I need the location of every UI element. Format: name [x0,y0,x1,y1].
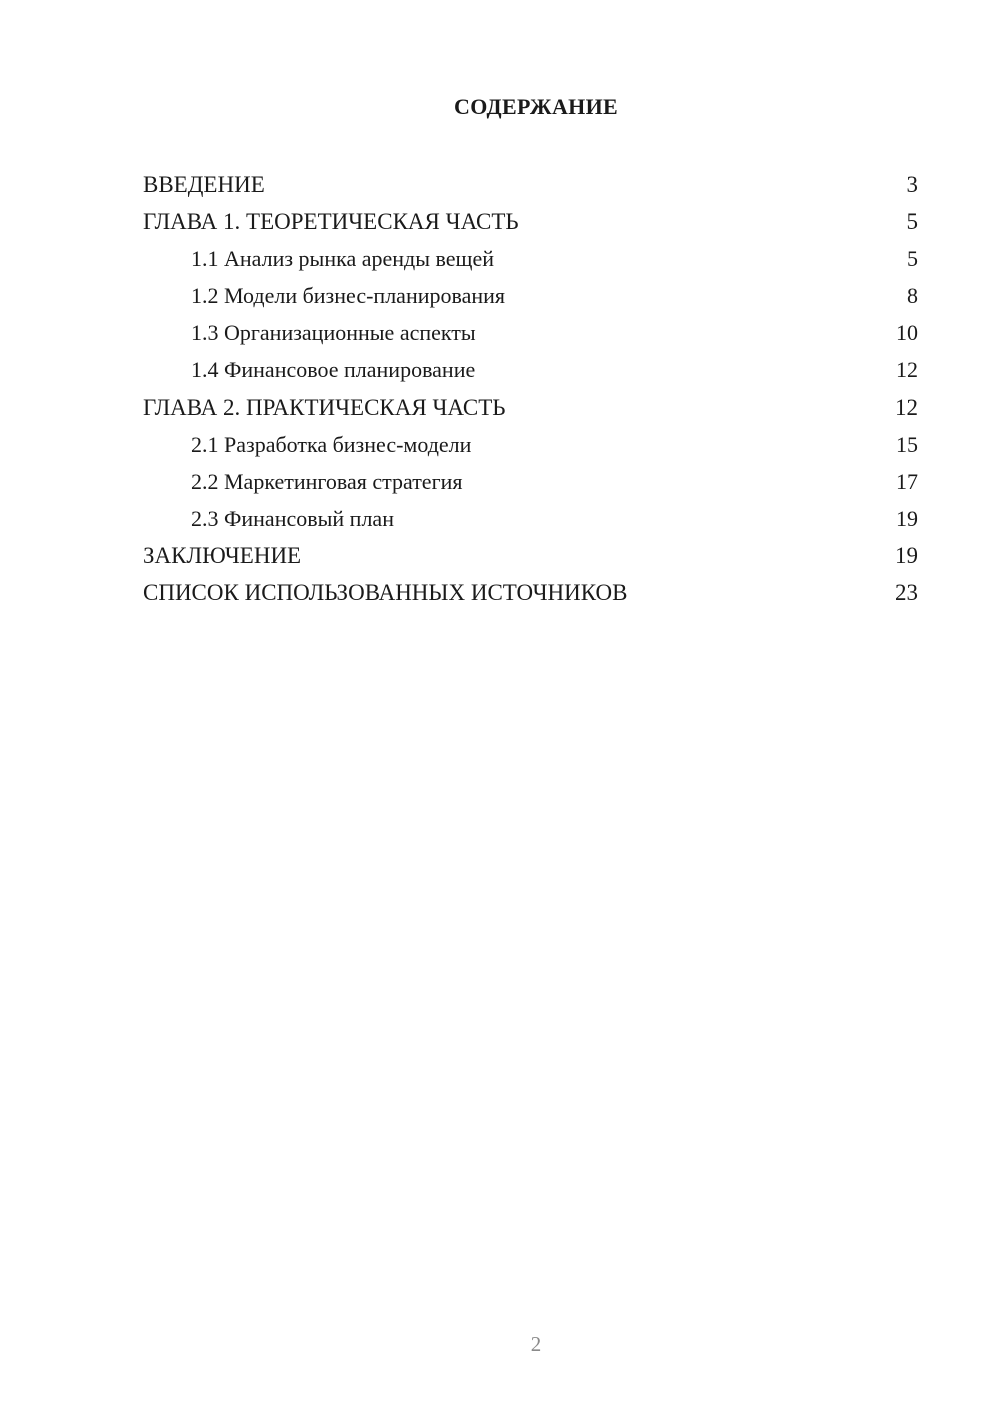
toc-entry-label: СПИСОК ИСПОЛЬЗОВАННЫХ ИСТОЧНИКОВ [143,580,628,606]
toc-entry-label: ГЛАВА 2. ПРАКТИЧЕСКАЯ ЧАСТЬ [143,394,506,420]
toc-entry-page: 8 [907,283,918,309]
toc-entry-label: ГЛАВА 1. ТЕОРЕТИЧЕСКАЯ ЧАСТЬ [143,209,519,235]
page-number: 2 [530,1332,542,1356]
toc-entry-section-1-2[interactable] [143,277,918,314]
toc-entry-page: 10 [896,320,918,346]
toc-entry-section-2-2[interactable] [143,463,918,500]
toc-entry-page: 12 [895,394,918,420]
toc-entry-label: 1.1 Анализ рынка аренды вещей [191,246,495,272]
toc-entry-label: 1.3 Организационные аспекты [191,320,476,346]
toc-entry-page: 3 [906,172,918,197]
toc-entry-label: 2.3 Финансовый план [191,505,394,531]
toc-entry-introduction[interactable] [143,166,918,203]
toc-entry-page: 5 [906,209,918,235]
toc-entry-conclusion[interactable] [143,537,918,574]
toc-entry-page: 15 [896,431,918,457]
toc-title: СОДЕРЖАНИЕ [454,94,618,119]
toc-entry-chapter-1[interactable] [143,203,918,240]
toc-entry-section-1-3[interactable] [143,314,918,351]
toc-entry-section-2-1[interactable] [143,426,918,463]
toc-entry-label: 1.4 Финансовое планирование [191,357,476,383]
toc-entry-page: 12 [896,357,918,383]
toc-entry-label: ВВЕДЕНИЕ [143,172,265,197]
toc-entry-page: 19 [895,542,918,568]
toc-entry-label: 2.2 Маркетинговая стратегия [191,468,463,494]
toc-entry-references[interactable] [143,574,918,611]
toc-entry-section-2-3[interactable] [143,500,918,537]
toc-entry-label: ЗАКЛЮЧЕНИЕ [143,542,302,568]
toc-entry-page: 17 [896,468,918,494]
toc-entry-label: 1.2 Модели бизнес-планирования [191,283,506,309]
toc-entry-page: 5 [907,246,918,272]
toc-entry-page: 23 [895,580,918,606]
toc-entry-section-1-4[interactable] [143,351,918,388]
table-of-contents [143,166,918,611]
toc-entry-section-1-1[interactable] [143,240,918,277]
toc-entry-label: 2.1 Разработка бизнес-модели [191,431,472,457]
toc-entry-page: 19 [896,505,918,531]
toc-entry-chapter-2[interactable] [143,389,918,426]
